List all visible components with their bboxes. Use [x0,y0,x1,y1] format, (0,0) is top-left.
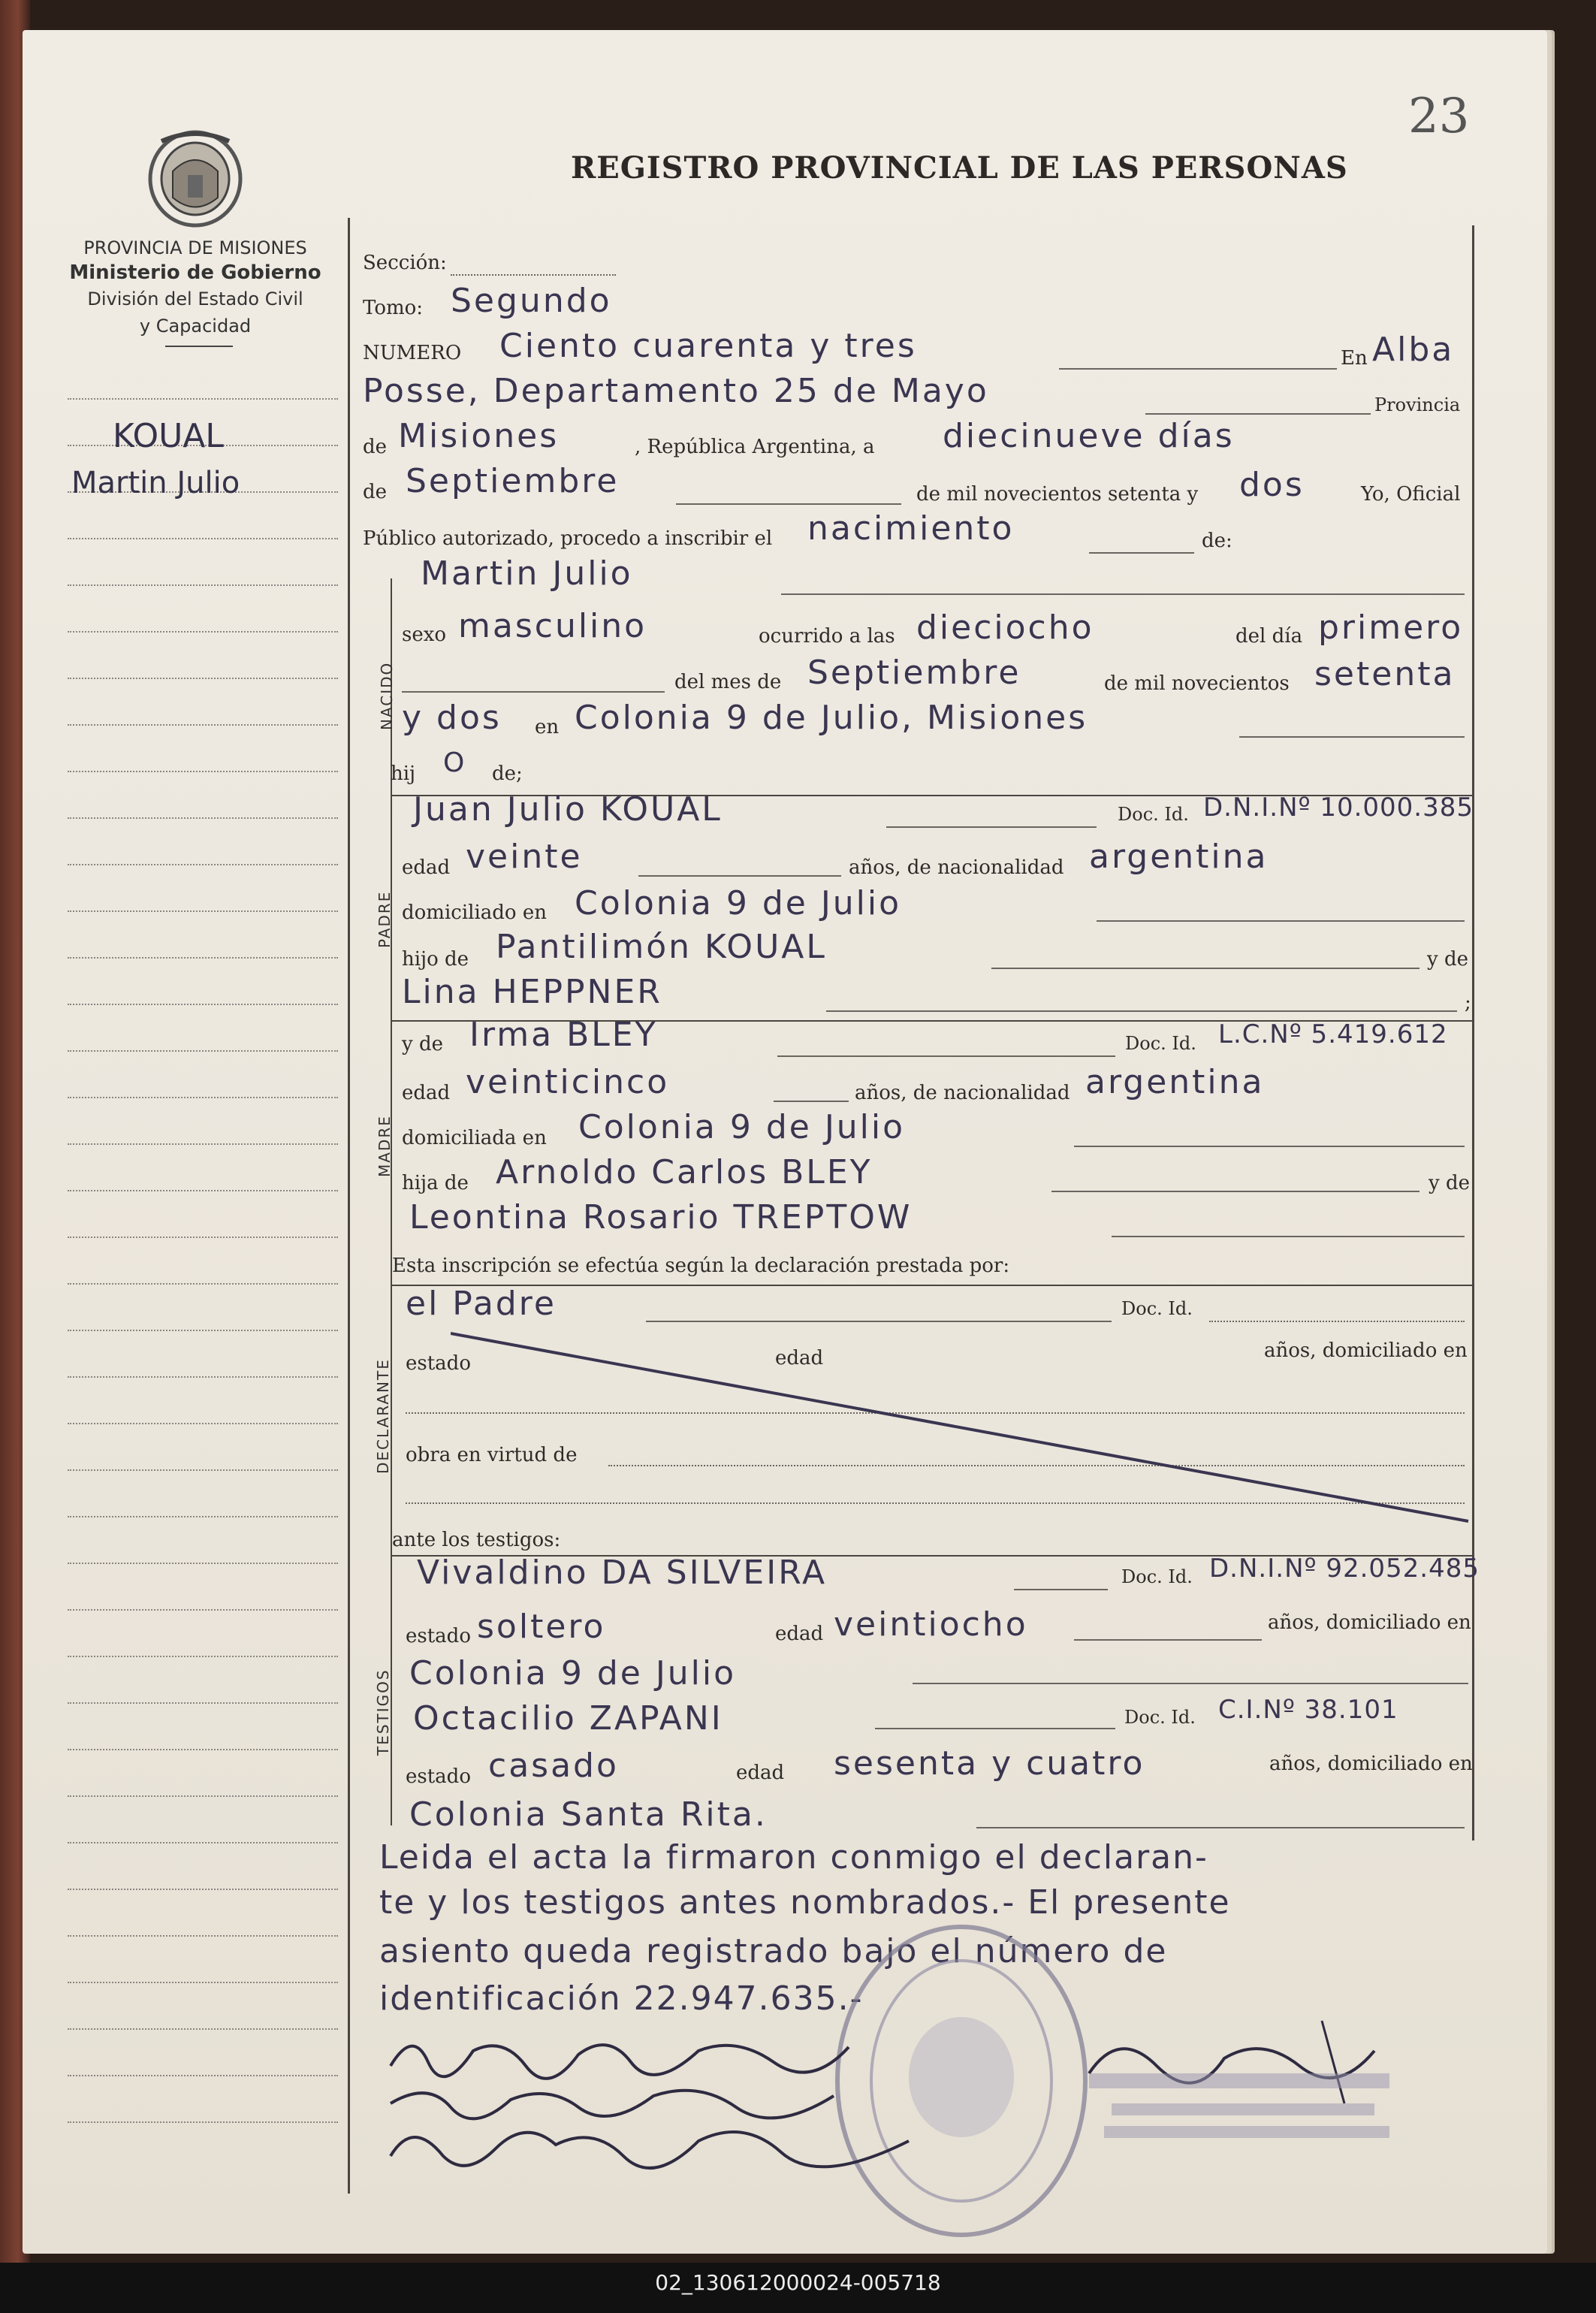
yo-oficial-label: Yo, Oficial [1361,483,1461,506]
hora-value: dieciocho [916,608,1094,647]
padre-nac-label: años, de nacionalidad [849,856,1064,879]
madre-dom-value: Colonia 9 de Julio [578,1108,906,1146]
madre-nac-label: años, de nacionalidad [855,1082,1070,1104]
margin-rule [68,817,338,819]
margin-rule [68,1469,338,1471]
de3-label: de: [1202,530,1232,552]
padre-edad-value: veinte [466,838,583,876]
margin-rule [68,771,338,772]
mes-blank-line [402,691,665,693]
margin-rule [68,1609,338,1611]
padre-hijo-line [991,968,1420,969]
madre-nac-value: argentina [1085,1063,1265,1101]
testigo2-dom-value: Colonia Santa Rita. [409,1795,768,1834]
margin-rule [68,2028,338,2030]
margin-rule [68,1982,338,1983]
sexo-label: sexo [402,624,447,646]
margin-rule [68,538,338,539]
scan-filename: 02_130612000024-005718 [655,2270,941,2295]
margin-rule [68,724,338,726]
margin-rule [68,1004,338,1005]
nacido-anio-value2: y dos [402,699,502,737]
margin-rule [68,864,338,865]
provincial-crest-icon [143,126,248,231]
testigo2-edad-value: sesenta y cuatro [834,1744,1145,1783]
margin-rule [68,1330,338,1331]
margin-rule [68,1842,338,1843]
anio-value: dos [1239,466,1305,504]
numero-line [1059,368,1337,370]
nacido-en-label: en [535,716,560,738]
madre-madre-value: Leontina Rosario TREPTOW [409,1198,913,1237]
testigo2-anos-label: años, domiciliado en [1269,1753,1473,1775]
declarante-doc-label: Doc. Id. [1121,1298,1193,1319]
padre-doc-label: Doc. Id. [1118,804,1189,825]
margin-rule [68,1050,338,1052]
testigo1-anos-label: años, domiciliado en [1268,1611,1471,1634]
publico-label: Público autorizado, procedo a inscribir el [363,527,773,550]
hijo-value: O [443,747,467,778]
provincia-value: Misiones [398,417,560,455]
dia-value: primero [1318,608,1464,647]
section-padre: PADRE [376,890,394,948]
padre-semicolon: ; [1465,992,1471,1014]
nacido-mes-value: Septiembre [807,654,1021,692]
testigo2-doc-value: C.I.Nº 38.101 [1218,1695,1398,1725]
margin-given-name: Martin Julio [71,466,240,500]
declarante-doc-line [1209,1321,1465,1322]
republica-label: , República Argentina, a [635,436,875,458]
page-title: REGISTRO PROVINCIAL DE LAS PERSONAS [571,150,1348,186]
testigo1-estado-label: estado [406,1625,471,1647]
madre-edad-value: veinticinco [466,1063,670,1101]
testigo2-estado-label: estado [406,1765,471,1788]
numero-value: Ciento cuarenta y tres [499,327,917,365]
madre-edad-line [774,1101,849,1102]
declarante-edad-label: edad [775,1347,824,1369]
header-division: División del Estado Civil [87,288,303,310]
margin-rule [68,1656,338,1657]
header-capacity: y Capacidad [139,316,252,337]
closing-line2: te y los testigos antes nombrados.- El presente [379,1883,1231,1922]
madre-madre-line [1112,1236,1465,1237]
nacido-anio-value: setenta [1314,655,1456,693]
seccion-line [451,274,616,276]
place-line [1145,413,1371,415]
sexo-value: masculino [458,607,647,645]
madre-hija-value: Arnoldo Carlos BLEY [496,1153,873,1191]
margin-rule [68,1237,338,1238]
padre-dom-label: domiciliado en [402,901,547,924]
testigos-label: ante los testigos: [392,1529,561,1551]
testigo1-estado-value: soltero [477,1608,606,1646]
testigo2-estado-value: casado [488,1747,619,1785]
de2-label: de [363,481,388,503]
margin-rule [68,1423,338,1424]
testigo2-line [875,1728,1115,1729]
padre-madre-value: Lina HEPPNER [402,973,662,1011]
margin-rule [68,584,338,586]
declarante-line [646,1321,1112,1322]
testigo1-doc-label: Doc. Id. [1121,1566,1193,1587]
margin-rule [68,1889,338,1890]
en-value: Alba [1372,331,1455,369]
acto-line [1089,552,1194,554]
margin-ruled-lines [68,398,338,2201]
declaracion-label: Esta inscripción se efectúa según la declaración prestada por: [392,1255,1010,1277]
closing-line3: asiento queda registrado bajo el número de [379,1932,1168,1970]
madre-dom-label: domiciliada en [402,1127,547,1149]
signature-octacilio-zapani [383,2111,954,2186]
declarante-strike-line [451,1330,1472,1525]
margin-rule [68,910,338,912]
nacido-mes-label: del mes de [674,671,782,693]
padre-hijo-value: Pantilimón KOUAL [496,928,827,966]
dia-label: del día [1235,625,1303,648]
padre-line [886,826,1097,828]
tomo-value: Segundo [451,282,612,320]
margin-rule [68,1376,338,1378]
provincia-label: Provincia [1374,394,1461,415]
nacido-mil-label: de mil novecientos [1104,672,1290,695]
madre-yde-label: y de [402,1033,443,1055]
section-nacido: NACIDO [378,661,396,730]
en-label: En [1341,347,1368,370]
madre-doc-value: L.C.Nº 5.419.612 [1218,1019,1448,1049]
margin-rule [68,1935,338,1937]
frame-right-line [1472,225,1474,1840]
margin-rule [68,2075,338,2076]
dias-value: diecinueve días [943,417,1235,455]
madre-hija-label: hija de [402,1172,469,1194]
madre-edad-label: edad [402,1082,451,1104]
margin-rule [68,1097,338,1098]
section-madre: MADRE [376,1115,394,1177]
margin-surname: KOUAL [113,417,224,455]
margin-rule [68,1702,338,1704]
declarante-nombre: el Padre [406,1285,557,1323]
numero-label: NUMERO [363,342,462,364]
nacido-lugar-value: Colonia 9 de Julio, Misiones [575,699,1088,737]
header-ministry: Ministerio de Gobierno [69,261,321,284]
header-province: PROVINCIA DE MISIONES [83,237,307,258]
madre-hija-line [1051,1191,1420,1192]
margin-rule [68,1143,338,1145]
margin-rule [68,1749,338,1750]
frame-left-line [348,218,350,2194]
padre-dom-value: Colonia 9 de Julio [575,884,902,922]
margin-rule [68,1283,338,1285]
section-testigos: TESTIGOS [374,1668,392,1756]
padre-doc-value: D.N.I.Nº 10.000.385 [1203,793,1474,823]
testigo2-doc-label: Doc. Id. [1124,1707,1196,1728]
margin-rule [68,398,338,400]
testigo1-line [1014,1589,1108,1590]
nacido-line [781,593,1465,595]
testigo1-edad-line [1074,1639,1262,1641]
mes-value: Septiembre [406,462,620,500]
padre-edad-line [638,875,841,877]
closing-line4: identificación 22.947.635.- [379,1979,864,2018]
lugar-line [1239,736,1465,738]
ocurrido-label: ocurrido a las [759,625,895,648]
header-rule [165,346,233,347]
declarante-virtud-label: obra en virtud de [406,1444,578,1466]
hijo-label: hij [391,762,416,785]
margin-rule [68,1795,338,1797]
padre-edad-label: edad [402,856,451,879]
de-label: de [363,436,388,458]
testigo2-dom-line [976,1827,1465,1828]
padre-nac-value: argentina [1089,838,1269,876]
margin-rule [68,2121,338,2123]
testigo1-edad-value: veintiocho [834,1605,1028,1644]
margin-rule [68,1516,338,1517]
padre-dom-line [1097,920,1465,922]
hijo-de-label: de; [492,762,523,785]
margin-rule [68,1563,338,1564]
margin-rule [68,631,338,633]
testigo1-dom-value: Colonia 9 de Julio [409,1654,737,1692]
testigo2-nombre: Octacilio ZAPANI [413,1699,723,1738]
mes-line [676,503,901,505]
section-declarante: DECLARANTE [374,1358,392,1474]
testigo1-nombre: Vivaldino DA SILVEIRA [417,1554,828,1592]
closing-line1: Leida el acta la firmaron conmigo el declaran- [379,1838,1208,1877]
madre-yde2-label: y de [1429,1172,1470,1194]
declarante-estado-label: estado [406,1352,471,1375]
seccion-label: Sección: [363,252,447,274]
testigo1-doc-value: D.N.I.Nº 92.052.485 [1209,1554,1480,1584]
declarante-anos-label: años, domiciliado en [1264,1339,1468,1362]
madre-doc-label: Doc. Id. [1125,1033,1196,1054]
testigo1-edad-label: edad [775,1623,824,1645]
padre-yde-label: y de [1427,948,1468,971]
padre-nombre: Juan Julio KOUAL [413,790,723,829]
official-name-stamp [1082,2043,1412,2194]
tomo-label: Tomo: [363,297,424,319]
acto-value: nacimiento [807,509,1015,548]
madre-dom-line [1074,1146,1465,1147]
testigo2-edad-label: edad [736,1762,785,1784]
nacido-nombre: Martin Julio [421,554,633,593]
mil-label: de mil novecientos setenta y [916,483,1199,506]
page-number: 23 [1408,89,1470,144]
padre-hijo-label: hijo de [402,948,469,971]
madre-line [777,1055,1115,1057]
padre-madre-line [826,1010,1457,1012]
margin-rule [68,957,338,959]
testigo1-dom-line [913,1683,1468,1684]
place-value: Posse, Departamento 25 de Mayo [363,372,989,410]
margin-rule [68,678,338,679]
margin-rule [68,1190,338,1191]
madre-nombre: Irma BLEY [469,1016,658,1054]
